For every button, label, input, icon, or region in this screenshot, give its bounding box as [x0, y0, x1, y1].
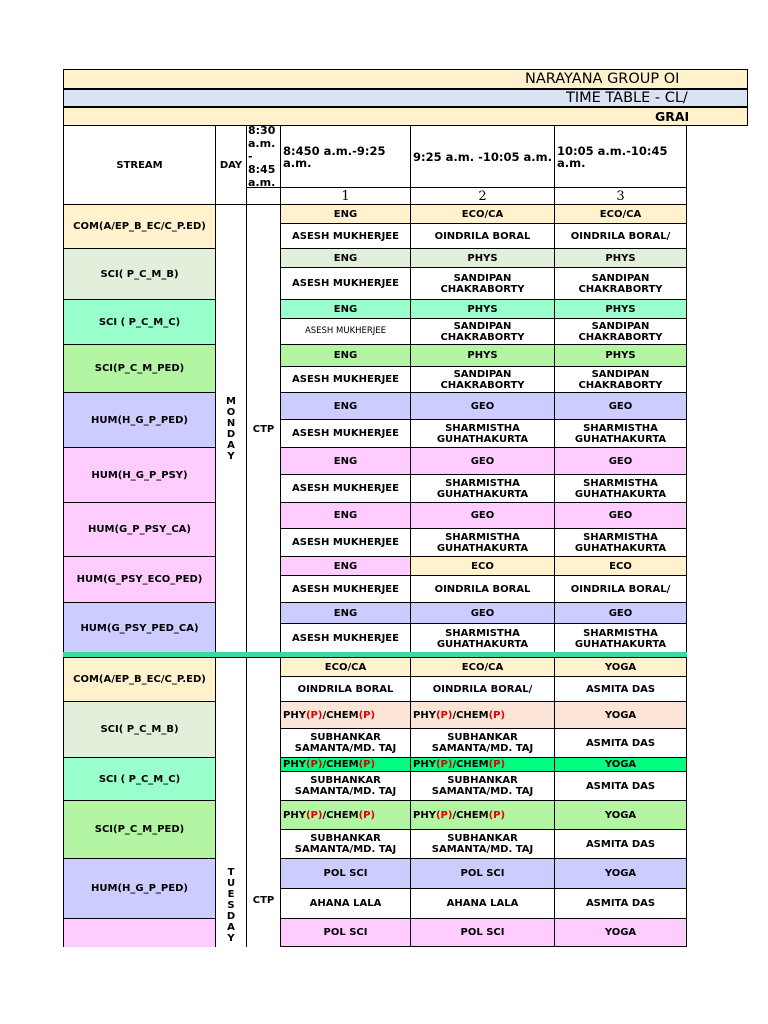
slot3-header: 10:05 a.m.-10:45 a.m. — [554, 125, 687, 188]
stream-cell: SCI( P_C_M_B) — [63, 701, 216, 758]
page-bottom-blank — [0, 947, 768, 1024]
teacher-cell: AHANA LALA — [410, 888, 555, 919]
subject-cell: ENG — [280, 447, 411, 475]
day-cell-tuesday: T U E S D A Y — [215, 657, 247, 957]
teacher-cell: SHARMISTHA GUHATHAKURTA — [410, 623, 555, 654]
teacher-cell: SUBHANKAR SAMANTA/MD. TAJ — [410, 829, 555, 859]
stream-cell: COM(A/EP_B_EC/C_P.ED) — [63, 204, 216, 249]
teacher-cell: SANDIPAN CHAKRABORTY — [410, 267, 555, 300]
teacher-cell: ASESH MUKHERJEE — [280, 223, 411, 249]
header-timetable-band — [63, 89, 748, 107]
teacher-cell: ASESH MUKHERJEE — [280, 318, 411, 345]
subject-cell: PHYS — [410, 299, 555, 319]
teacher-cell: AHANA LALA — [280, 888, 411, 919]
subject-cell: GEO — [410, 392, 555, 420]
subject-cell: GEO — [554, 447, 687, 475]
teacher-cell: ASESH MUKHERJEE — [280, 623, 411, 654]
stream-cell: HUM(H_G_P_PSY) — [63, 447, 216, 503]
teacher-cell: OINDRILA BORAL/ — [410, 676, 555, 702]
teacher-cell: ASESH MUKHERJEE — [280, 528, 411, 557]
slot0-number — [246, 187, 281, 205]
teacher-cell: SHARMISTHA GUHATHAKURTA — [410, 474, 555, 503]
teacher-cell: SUBHANKAR SAMANTA/MD. TAJ — [410, 771, 555, 801]
teacher-cell: SANDIPAN CHAKRABORTY — [554, 318, 687, 345]
slot3-number: 3 — [554, 187, 687, 205]
subject-cell: PHY (P) /CHEM (P) — [410, 701, 555, 729]
day-header: DAY — [215, 125, 247, 205]
teacher-cell: ASESH MUKHERJEE — [280, 474, 411, 503]
subject-cell: YOGA — [554, 657, 687, 677]
slot1-header: 8:450 a.m.-9:25 a.m. — [280, 125, 411, 188]
teacher-cell: OINDRILA BORAL/ — [554, 575, 687, 603]
subject-cell: ENG — [280, 392, 411, 420]
subject-cell: YOGA — [554, 757, 687, 772]
stream-cell: HUM(G_P_PSY_CA) — [63, 502, 216, 557]
subject-cell: GEO — [554, 502, 687, 529]
slot1-number: 1 — [280, 187, 411, 205]
slot0-cell-tuesday: CTP — [246, 657, 281, 957]
teacher-cell: OINDRILA BORAL/ — [554, 223, 687, 249]
subject-cell: ENG — [280, 344, 411, 367]
subject-cell: ECO/CA — [410, 204, 555, 224]
teacher-cell: OINDRILA BORAL — [410, 223, 555, 249]
stream-cell: HUM(H_G_P_PED) — [63, 858, 216, 919]
teacher-cell: ASESH MUKHERJEE — [280, 419, 411, 448]
teacher-cell: SUBHANKAR SAMANTA/MD. TAJ — [410, 728, 555, 758]
stream-cell: HUM(G_PSY_PED_CA) — [63, 602, 216, 654]
teacher-cell: SHARMISTHA GUHATHAKURTA — [410, 528, 555, 557]
slot2-header: 9:25 a.m. -10:05 a.m. — [410, 125, 555, 188]
teacher-cell: ASMITA DAS — [554, 771, 687, 801]
subject-cell: ENG — [280, 248, 411, 268]
stream-header: STREAM — [63, 125, 216, 205]
subject-cell: POL SCI — [280, 918, 411, 947]
subject-cell: YOGA — [554, 701, 687, 729]
subject-cell: ENG — [280, 204, 411, 224]
subject-cell: POL SCI — [280, 858, 411, 889]
subject-cell: PHY (P) /CHEM (P) — [410, 800, 555, 830]
subject-cell: ENG — [280, 556, 411, 576]
subject-cell: ECO — [410, 556, 555, 576]
org-title: NARAYANA GROUP OI — [525, 71, 680, 87]
stream-cell: SCI(P_C_M_PED) — [63, 344, 216, 393]
subject-cell: PHYS — [554, 299, 687, 319]
slot0-header: 8:30 a.m. - 8:45 a.m. — [246, 125, 281, 188]
subject-cell: GEO — [410, 602, 555, 624]
subject-cell: GEO — [410, 502, 555, 529]
subject-cell: ECO/CA — [410, 657, 555, 677]
stream-cell: SCI( P_C_M_B) — [63, 248, 216, 300]
subject-cell: GEO — [410, 447, 555, 475]
subject-cell: PHYS — [410, 344, 555, 367]
subject-cell: PHYS — [554, 248, 687, 268]
subject-cell: ENG — [280, 602, 411, 624]
stream-cell: SCI(P_C_M_PED) — [63, 800, 216, 859]
subject-cell: POL SCI — [410, 918, 555, 947]
stream-cell: HUM(G_PSY_ECO_PED) — [63, 556, 216, 603]
teacher-cell: SHARMISTHA GUHATHAKURTA — [554, 528, 687, 557]
subject-cell: PHY (P) /CHEM (P) — [410, 757, 555, 772]
subject-cell: GEO — [554, 602, 687, 624]
teacher-cell: SUBHANKAR SAMANTA/MD. TAJ — [280, 728, 411, 758]
slot0-cell-monday: CTP — [246, 204, 281, 654]
stream-cell: HUM(H_G_P_PED) — [63, 392, 216, 448]
subject-cell: ECO — [554, 556, 687, 576]
teacher-cell: SHARMISTHA GUHATHAKURTA — [554, 474, 687, 503]
subject-cell: ECO/CA — [554, 204, 687, 224]
teacher-cell: SHARMISTHA GUHATHAKURTA — [554, 623, 687, 654]
subject-cell: YOGA — [554, 858, 687, 889]
timetable-title: TIME TABLE - CL/ — [566, 90, 688, 106]
teacher-cell: ASMITA DAS — [554, 888, 687, 919]
teacher-cell: ASESH MUKHERJEE — [280, 267, 411, 300]
subject-cell: ENG — [280, 299, 411, 319]
grade-title: GRAI — [655, 109, 690, 124]
teacher-cell: ASMITA DAS — [554, 829, 687, 859]
stream-cell: COM(A/EP_B_EC/C_P.ED) — [63, 657, 216, 702]
header-grade-band — [63, 107, 748, 126]
teacher-cell: SHARMISTHA GUHATHAKURTA — [554, 419, 687, 448]
subject-cell: YOGA — [554, 800, 687, 830]
teacher-cell: SANDIPAN CHAKRABORTY — [410, 318, 555, 345]
teacher-cell: SANDIPAN CHAKRABORTY — [554, 267, 687, 300]
teacher-cell: SHARMISTHA GUHATHAKURTA — [410, 419, 555, 448]
subject-cell: PHYS — [554, 344, 687, 367]
subject-cell: ECO/CA — [280, 657, 411, 677]
subject-cell: PHY (P) /CHEM (P) — [280, 800, 411, 830]
teacher-cell: SUBHANKAR SAMANTA/MD. TAJ — [280, 771, 411, 801]
subject-cell: ENG — [280, 502, 411, 529]
subject-cell: PHYS — [410, 248, 555, 268]
header-org-band — [63, 69, 748, 89]
stream-cell: SCI ( P_C_M_C) — [63, 299, 216, 345]
teacher-cell: ASESH MUKHERJEE — [280, 366, 411, 393]
subject-cell: PHY (P) /CHEM (P) — [280, 757, 411, 772]
stream-cell: SCI ( P_C_M_C) — [63, 757, 216, 801]
teacher-cell: SANDIPAN CHAKRABORTY — [554, 366, 687, 393]
teacher-cell: OINDRILA BORAL — [280, 676, 411, 702]
teacher-cell: ASESH MUKHERJEE — [280, 575, 411, 603]
teacher-cell: SANDIPAN CHAKRABORTY — [410, 366, 555, 393]
subject-cell: YOGA — [554, 918, 687, 947]
subject-cell: POL SCI — [410, 858, 555, 889]
slot2-number: 2 — [410, 187, 555, 205]
teacher-cell: ASMITA DAS — [554, 728, 687, 758]
teacher-cell: ASMITA DAS — [554, 676, 687, 702]
teacher-cell: OINDRILA BORAL — [410, 575, 555, 603]
teacher-cell: SUBHANKAR SAMANTA/MD. TAJ — [280, 829, 411, 859]
subject-cell: PHY (P) /CHEM (P) — [280, 701, 411, 729]
subject-cell: GEO — [554, 392, 687, 420]
day-cell-monday: M O N D A Y — [215, 204, 247, 654]
